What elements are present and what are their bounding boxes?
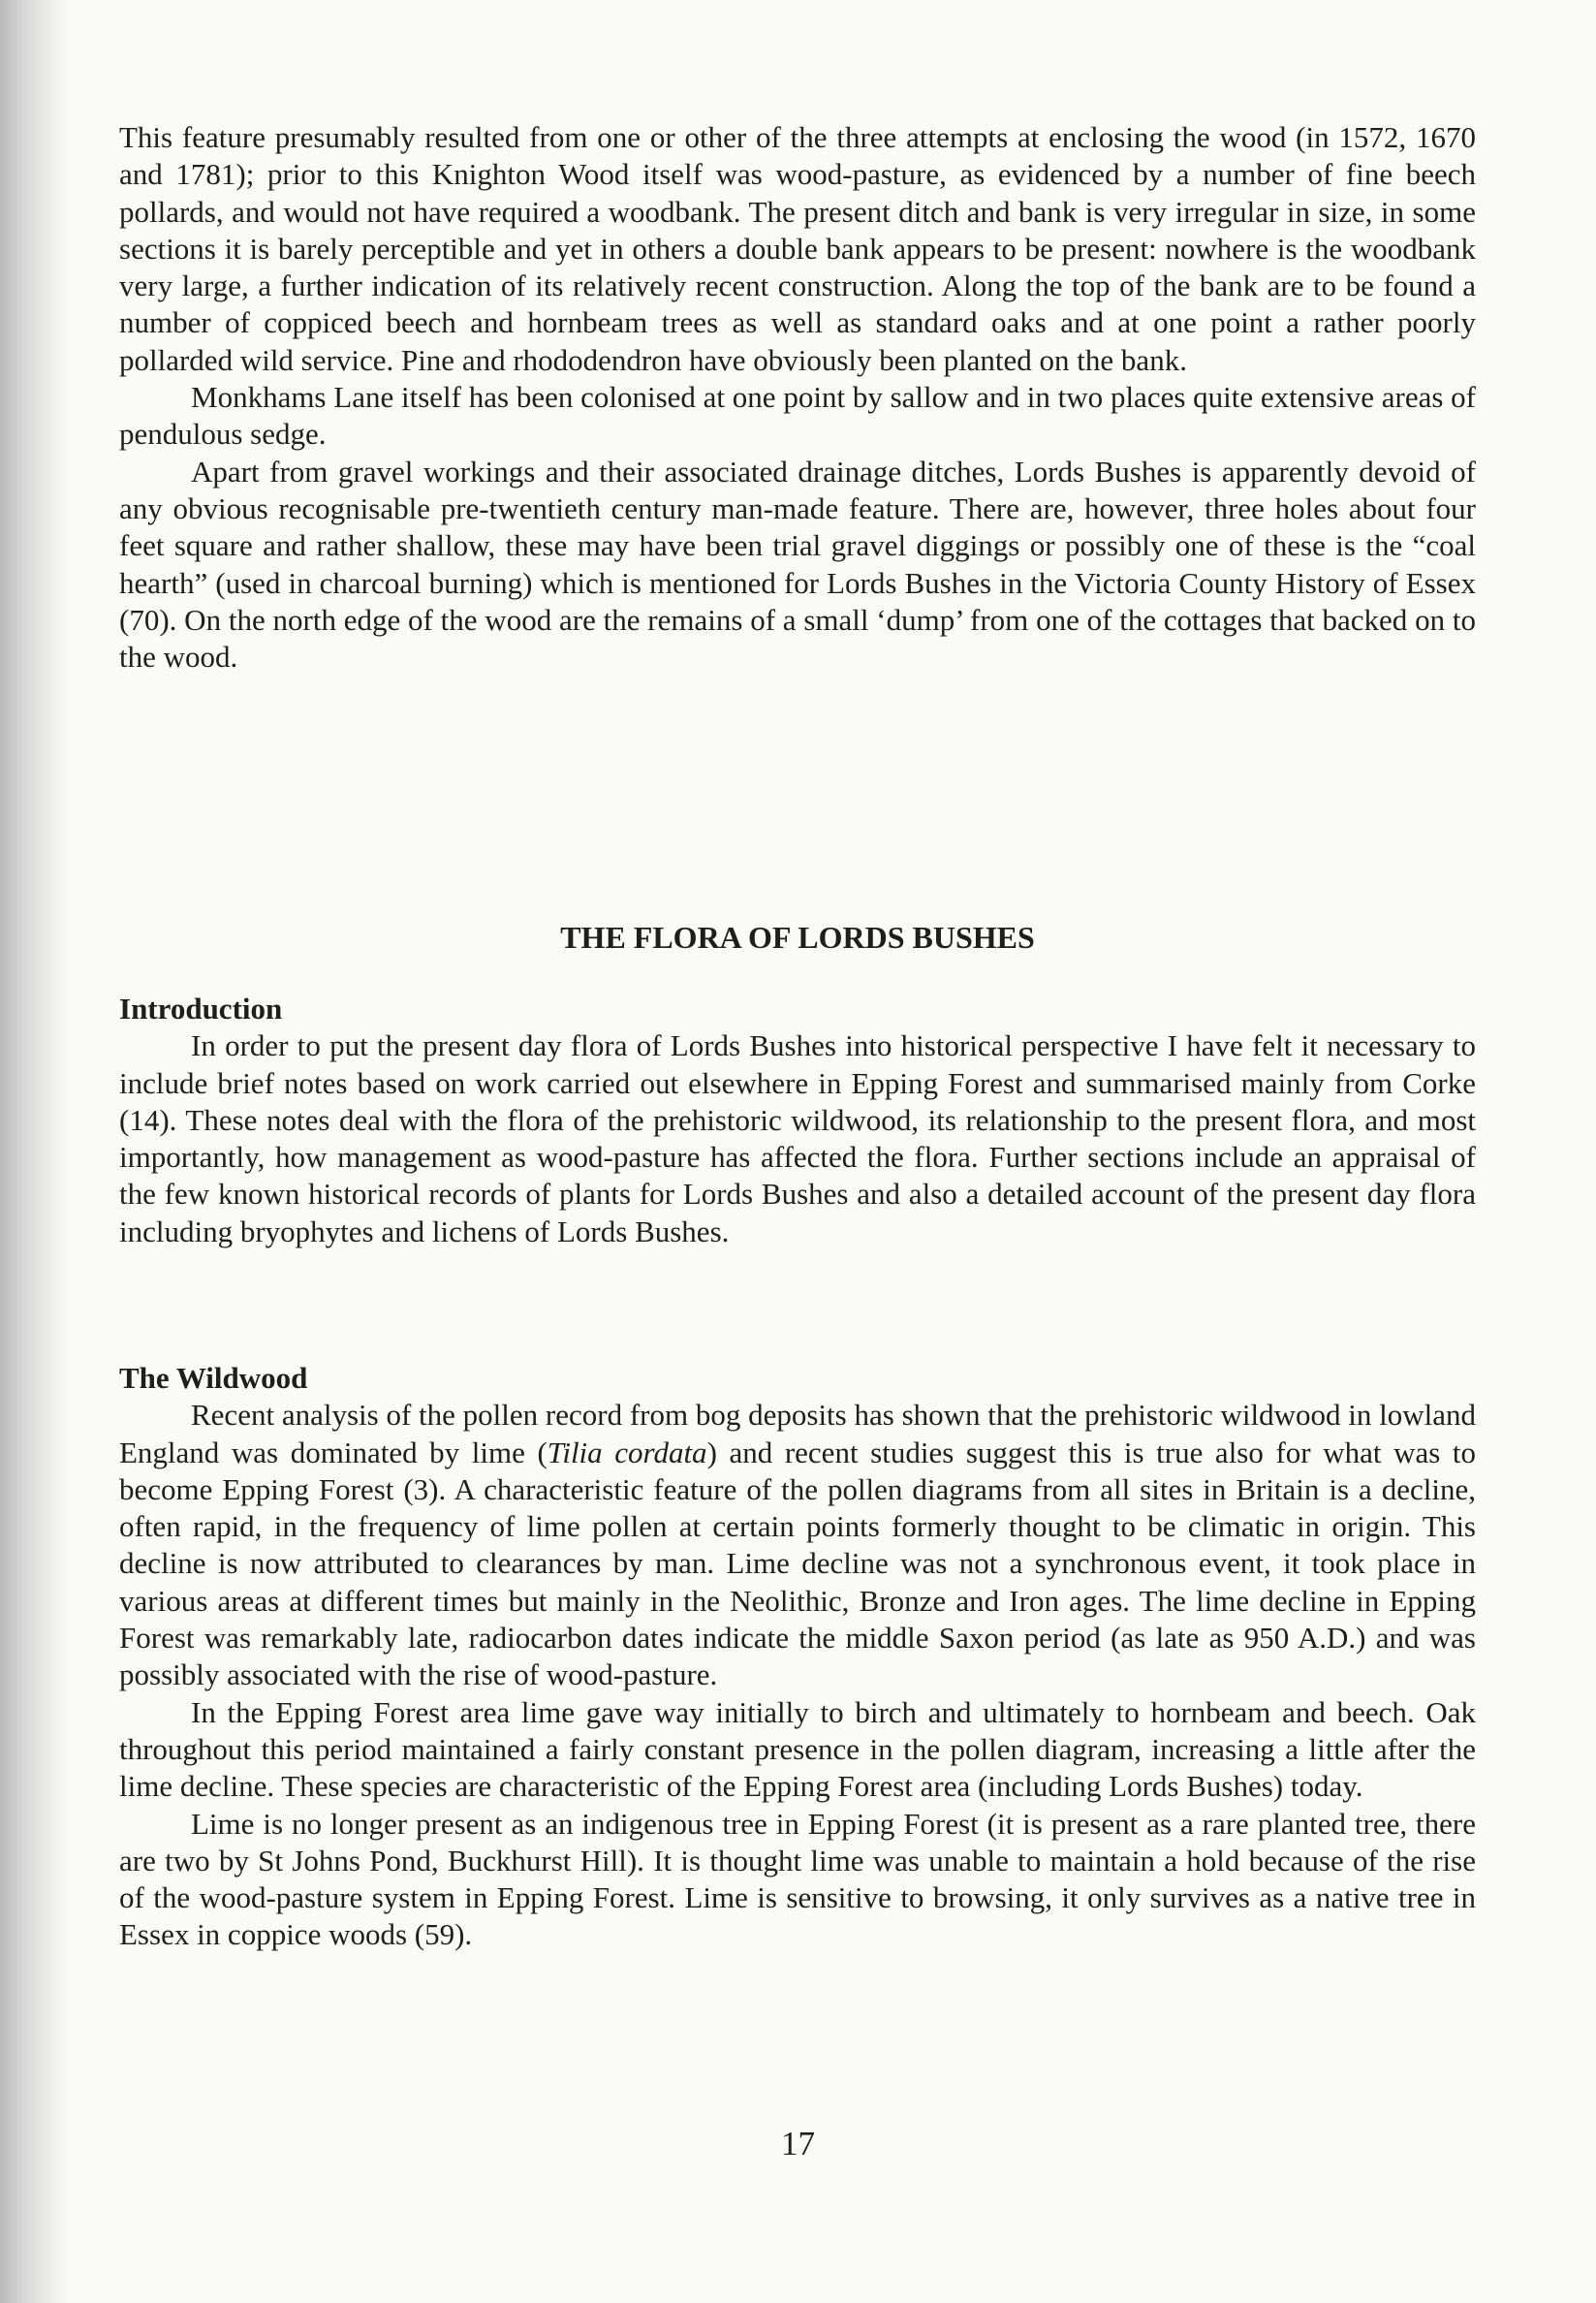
paragraph-monkhams-lane: Monkhams Lane itself has been colonised at one point by sallow and in two places quite extensive areas of pendulous sedge.: [119, 380, 1476, 452]
wildwood-paragraph-lime-today: Lime is no longer present as an indigenous tree in Epping Forest (it is present as a rare planted tree, there are two by St Johns Pond, Buckhurst Hill). It is thought lime was unable to maintain a hold because of the rise of the wood-pasture system in Epping Forest. Lime is sensitive to browsing, it only survives as a native tree in Essex in coppice woods (59).: [119, 1806, 1476, 1952]
introduction-heading: Introduction: [119, 992, 283, 1025]
paragraph-gravel-workings: Apart from gravel workings and their associated drainage ditches, Lords Bushes is apparently devoid of any obvious recognisable pre-twentieth century man-made feature. There are, however, three holes about four feet square and rather shallow, these may have been trial gravel diggings or possibly one of these is the “coal hearth” (used in charcoal burning) which is mentioned for Lords Bushes in the Victoria County History of Essex (70). On the north edge of the wood are the remains of a small ‘dump’ from one of the cottages that backed on to the wood.: [119, 454, 1476, 675]
page-number: 17: [781, 2125, 815, 2162]
binding-shadow: [0, 0, 68, 2303]
wildwood-paragraph-pollen: [119, 1397, 1476, 1693]
wildwood-heading: The Wildwood: [119, 1361, 308, 1395]
wildwood-section: [119, 1360, 1476, 1954]
species-name-tilia-cordata: Tilia cordata: [547, 1435, 707, 1469]
top-section: [119, 119, 1476, 676]
wildwood-paragraph-succession: In the Epping Forest area lime gave way initially to birch and ultimately to hornbeam and beech. Oak throughout this period maintained a fairly constant presence in the pollen diagram, increasing a little after the lime decline. These species are characteristic of the Epping Forest area (including Lords Bushes) today.: [119, 1694, 1476, 1804]
introduction-section: [119, 991, 1476, 1250]
wildwood-paragraph-pollen-part2: ) and recent studies suggest this is true also for what was to become Epping Forest (3). A characteristic feature of the pollen diagrams from all sites in Britain is a decline, often rapid, in the frequency of lime pollen at certain points formerly thought to be climatic in origin. This decline is now attributed to clearances by man. Lime decline was not a synchronous event, it took place in various areas at different times but mainly in the Neolithic, Bronze and Iron ages. The lime decline in Epping Forest was remarkably late, radiocarbon dates indicate the middle Saxon period (as late as 950 A.D.) and was possibly associated with the rise of wood-pasture.: [119, 1435, 1476, 1692]
wildwood-paragraph-pollen-part1: Recent analysis of the pollen record from bog deposits has shown that the prehistoric wildwood in lowland England was dominated by lime (: [119, 1398, 1476, 1469]
introduction-paragraph: In order to put the present day flora of Lords Bushes into historical perspective I have felt it necessary to include brief notes based on work carried out elsewhere in Epping Forest and summarised mainly from Corke (14). These notes deal with the flora of the prehistoric wildwood, its relationship to the present flora, and most importantly, how management as wood-pasture has affected the flora. Further sections include an appraisal of the few known historical records of plants for Lords Bushes and also a detailed account of the present day flora including bryophytes and lichens of Lords Bushes.: [119, 1028, 1476, 1248]
paragraph-woodbank: This feature presumably resulted from one or other of the three attempts at enclosing the wood (in 1572, 1670 and 1781); prior to this Knighton Wood itself was wood-pasture, as evidenced by a number of fine beech pollards, and would not have required a woodbank. The present ditch and bank is very irregular in size, in some sections it is barely perceptible and yet in others a double bank appears to be present: nowhere is the woodbank very large, a further indication of its relatively recent construction. Along the top of the bank are to be found a number of coppiced beech and hornbeam trees as well as standard oaks and at one point a rather poorly pollarded wild service. Pine and rhododendron have obviously been planted on the bank.: [119, 120, 1476, 377]
section-title: THE FLORA OF LORDS BUSHES: [560, 920, 1035, 955]
